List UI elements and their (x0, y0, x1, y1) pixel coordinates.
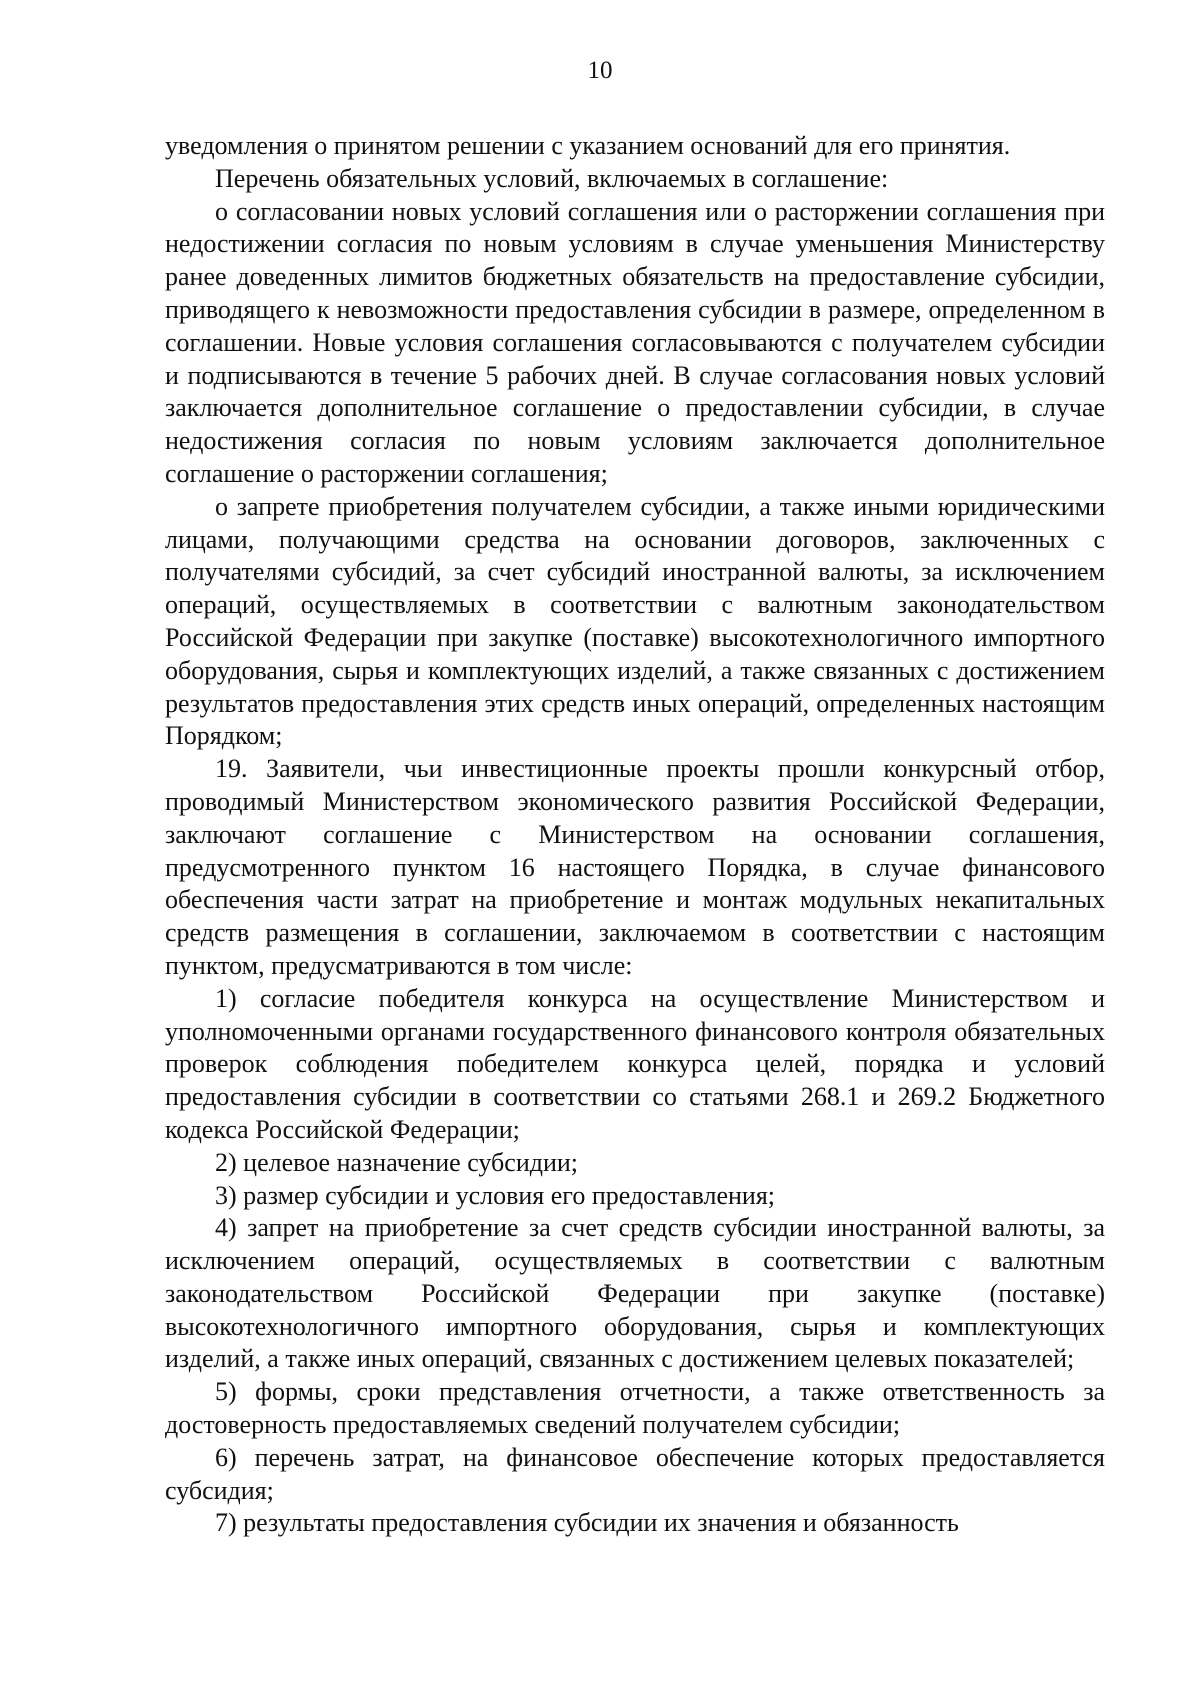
list-item-5: 5) формы, сроки представления отчетности, а также ответственность за достоверность предоставляемых сведений получателем субсидии; (165, 1377, 1105, 1440)
document-body (165, 130, 1105, 1540)
list-item-1: 1) согласие победителя конкурса на осуществление Министерством и уполномоченными органами государственного финансового контроля обязательных проверок соблюдения победителем конкурса целей, порядка и условий предоставления субсидии в соответствии со статьями 268.1 и 269.2 Бюджетного кодекса Российской Федерации; (165, 983, 1105, 1144)
paragraph-conditions-heading: Перечень обязательных условий, включаемых в соглашение: (215, 163, 889, 193)
list-item-7: 7) результаты предоставления субсидии их значения и обязанность (215, 1508, 959, 1538)
list-item-3: 3) размер субсидии и условия его предоставления; (215, 1180, 776, 1210)
paragraph-item-19: 19. Заявители, чьи инвестиционные проекты прошли конкурсный отбор, проводимый Министерством экономического развития Российской Федерации, заключают соглашение с Министерством на основании соглашения, предусмотренного пунктом 16 настоящего Порядка, в случае финансового обеспечения части затрат на приобретение и монтаж модульных некапитальных средств размещения в соглашении, заключаемом в соответствии с настоящим пунктом, предусматриваются в том числе: (165, 754, 1105, 980)
list-item-4: 4) запрет на приобретение за счет средств субсидии иностранной валюты, за исключением операций, осуществляемых в соответствии с валютным законодательством Российской Федерации при закупке (поставке) высокотехнологичного импортного оборудования, сырья и комплектующих изделий, а также иных операций, связанных с достижением целевых показателей; (165, 1213, 1105, 1374)
paragraph-continuation: уведомления о принятом решении с указанием оснований для его принятия. (165, 131, 1011, 160)
paragraph-new-conditions: о согласовании новых условий соглашения или о расторжении соглашения при недостижении согласия по новым условиям в случае уменьшения Министерству ранее доведенных лимитов бюджетных обязательств на предоставление субсидии, приводящего к невозможности предоставления субсидии в размере, определенном в соглашении. Новые условия соглашения согласовываются с получателем субсидии и подписываются в течение 5 рабочих дней. В случае согласования новых условий заключается дополнительное соглашение о предоставлении субсидии, в случае недостижения согласия по новым условиям заключается дополнительное соглашение о расторжении соглашения; (165, 196, 1105, 488)
page-number: 10 (587, 57, 613, 84)
list-item-2: 2) целевое назначение субсидии; (215, 1147, 579, 1177)
paragraph-currency-ban: о запрете приобретения получателем субсидии, а также иными юридическими лицами, получающими средства на основании договоров, заключенных с получателями субсидий, за счет субсидий иностранной валюты, за исключением операций, осуществляемых в соответствии с валютным законодательством Российской Федерации при закупке (поставке) высокотехнологичного импортного оборудования, сырья и комплектующих изделий, а также связанных с достижением результатов предоставления этих средств иных операций, определенных настоящим Порядком; (165, 491, 1105, 751)
list-item-6: 6) перечень затрат, на финансовое обеспечение которых предоставляется субсидия; (165, 1442, 1105, 1505)
